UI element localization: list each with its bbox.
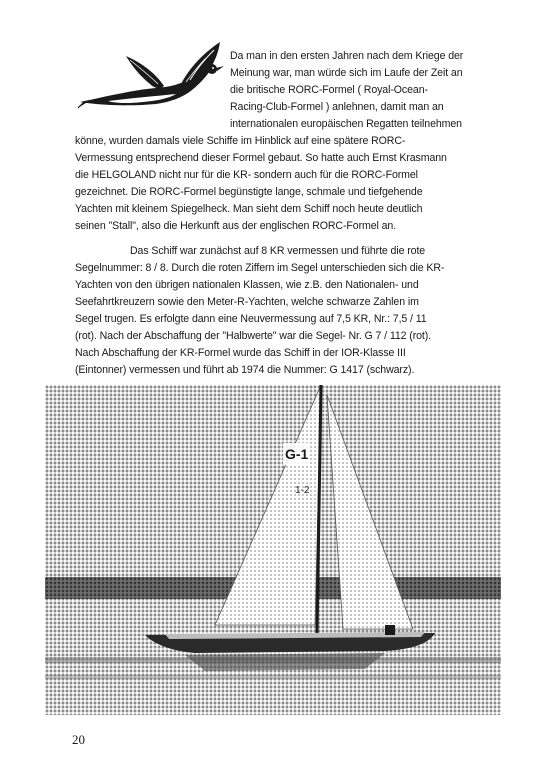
- text-line: die HELGOLAND nicht nur für die KR- sondern auch für die RORC-Formel: [75, 169, 418, 181]
- text-line: seinen "Stall", also die Herkunft aus der englischen RORC-Formel an.: [75, 220, 397, 232]
- paragraph-1-wrapped: [230, 48, 498, 133]
- text-line: Racing-Club-Formel ) anlehnen, damit man an: [230, 101, 444, 113]
- text-line: Yachten von den übrigen nationalen Klassen, wie z.B. den Nationalen- und: [75, 279, 419, 291]
- text-line: Yachten mit kleinem Spiegelheck. Man sieht dem Schiff noch heute deutlich: [75, 203, 423, 215]
- text-line: Segelnummer: 8 / 8. Durch die roten Ziffern im Segel unterschieden sich die KR-: [75, 262, 445, 274]
- sailboat-photo: [45, 385, 501, 715]
- swallow-illustration: [78, 38, 228, 118]
- page-number: 20: [72, 732, 85, 747]
- sail-number: G-1: [285, 446, 309, 462]
- text-line: (rot). Nach der Abschaffung der "Halbwerte" war die Segel- Nr. G 7 / 112 (rot).: [75, 330, 432, 342]
- hull-reflection: [185, 653, 385, 671]
- text-line: könne, wurden damals viele Schiffe im Hinblick auf eine spätere RORC-: [75, 135, 406, 147]
- text-line: Vermessung entsprechend dieser Formel gebaut. So hatte auch Ernst Krasmann: [75, 152, 447, 164]
- text-line: internationalen europäischen Regatten teilnehmen: [230, 118, 462, 130]
- paragraph-1-full: [75, 133, 498, 235]
- text-line: gezeichnet. Die RORC-Formel begünstigte lange, schmale und tiefgehende: [75, 186, 423, 198]
- text-line: (Eintonner) vermessen und führt ab 1974 die Nummer: G 1417 (schwarz).: [75, 364, 415, 376]
- text-line: Seefahrtkreuzern sowie den Meter-R-Yachten, welche schwarze Zahlen im: [75, 296, 419, 308]
- text-line: Segel trugen. Es erfolgte dann eine Neuvermessung auf 7,5 KR, Nr.: 7,5 / 11: [75, 313, 427, 325]
- text-line: Das Schiff war zunächst auf 8 KR vermessen und führte die rote: [130, 245, 426, 257]
- sail-number-lower: 1-2: [295, 485, 310, 496]
- text-line: die britische RORC-Formel ( Royal-Ocean-: [230, 84, 428, 96]
- text-line: Nach Abschaffung der KR-Formel wurde das Schiff in der IOR-Klasse III: [75, 347, 406, 359]
- text-line: Meinung war, man würde sich im Laufe der Zeit an: [230, 67, 463, 79]
- paragraph-2: [75, 243, 498, 379]
- text-line: Da man in den ersten Jahren nach dem Kriege der: [230, 50, 464, 62]
